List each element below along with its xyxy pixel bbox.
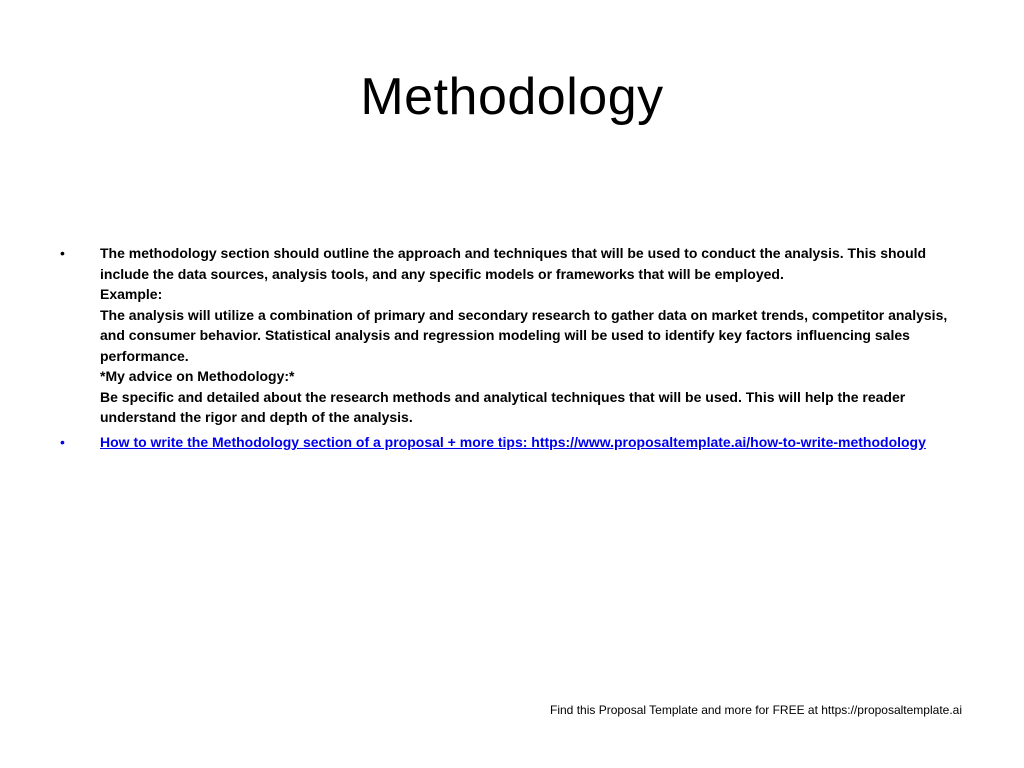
advice-label: *My advice on Methodology:* — [100, 368, 295, 384]
example-text: The analysis will utilize a combination of primary and secondary research to gather data on market trends, competitor analysis, and consumer behavior. Statistical analysis and regression modeling will be used to identify key factors influencing sales performance. — [100, 306, 948, 364]
bullet-dot-icon: • — [60, 245, 65, 261]
slide-body — [56, 243, 966, 452]
bullet-methodology-link — [56, 432, 966, 453]
bullet-methodology-description — [56, 243, 966, 428]
methodology-intro-text: The methodology section should outline the approach and techniques that will be used to conduct the analysis. This should include the data sources, analysis tools, and any specific models or frameworks that will be employed. — [100, 245, 927, 282]
footer-text: Find this Proposal Template and more for FREE at https://proposaltemplate.ai — [550, 703, 962, 717]
bullet-dot-icon: • — [60, 433, 65, 450]
advice-text: Be specific and detailed about the research methods and analytical techniques that will be used. This will help the reader understand the rigor and depth of the analysis. — [100, 388, 906, 425]
example-label: Example: — [100, 286, 163, 302]
slide-title: Methodology — [360, 68, 664, 126]
methodology-tips-link[interactable]: How to write the Methodology section of a proposal + more tips: https://www.proposaltemplate.ai/how-to-write-methodology — [100, 433, 926, 450]
